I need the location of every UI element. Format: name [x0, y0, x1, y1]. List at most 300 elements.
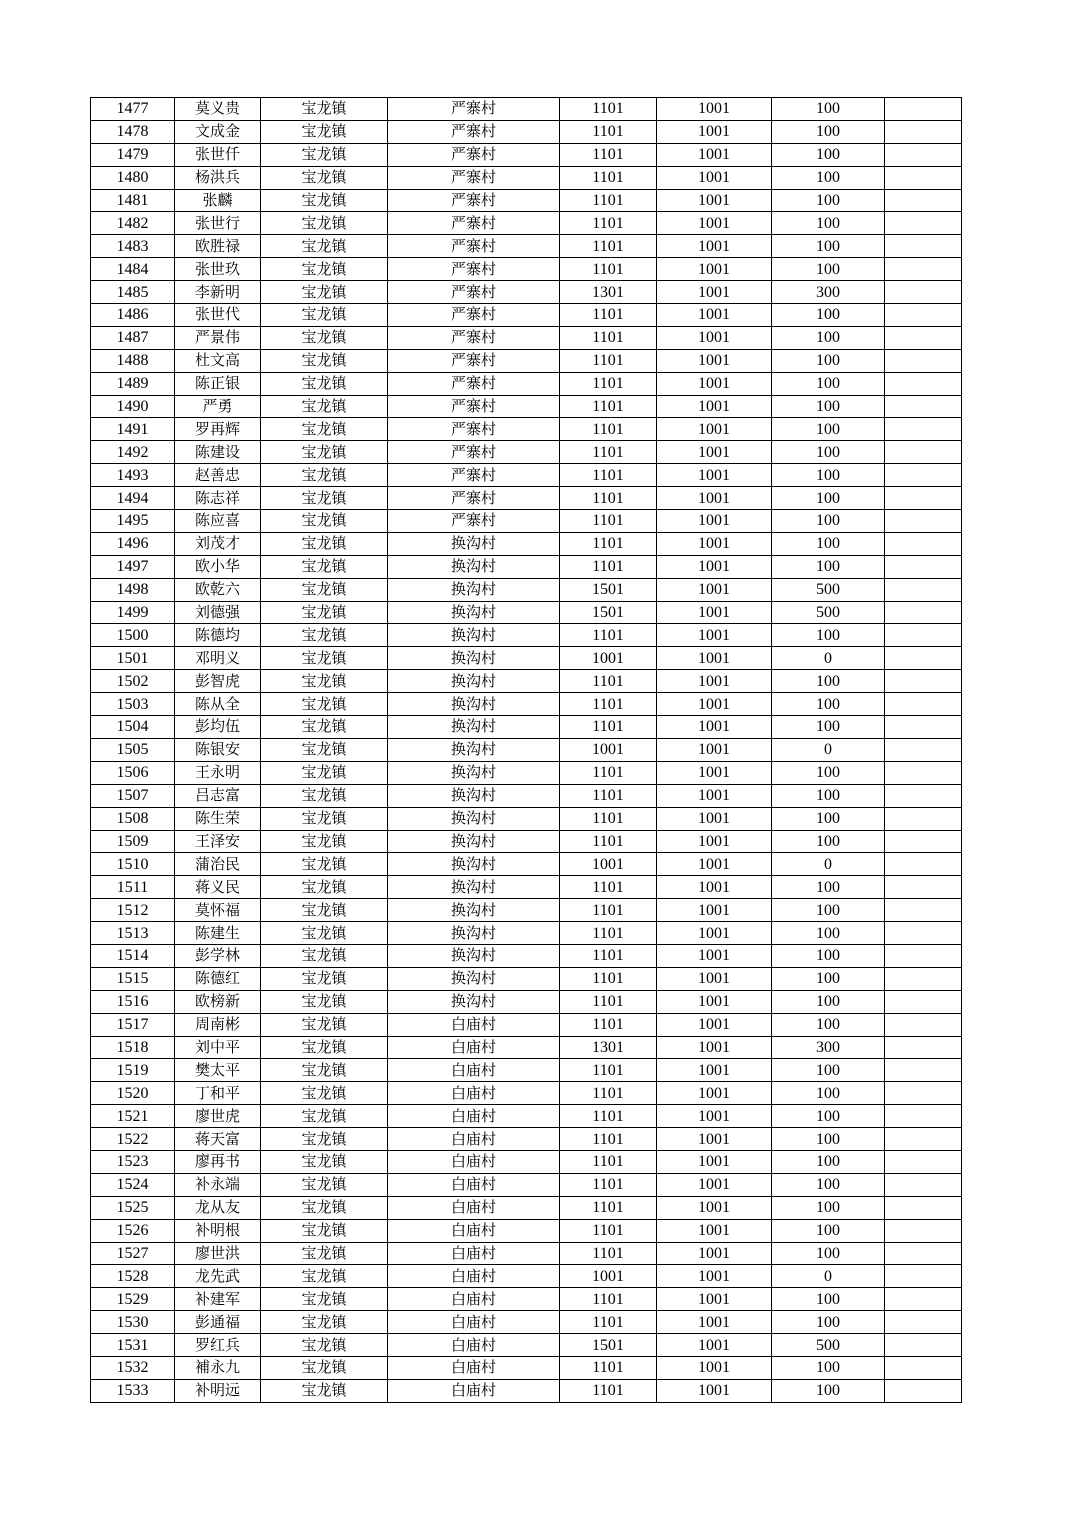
cell-code-b: 1001 — [657, 1288, 772, 1311]
cell-record-number: 1526 — [91, 1219, 175, 1242]
table-row — [91, 1082, 962, 1105]
cell-amount: 100 — [772, 189, 885, 212]
cell-code-b: 1001 — [657, 1128, 772, 1151]
cell-code-a: 1101 — [560, 1288, 657, 1311]
cell-town: 宝龙镇 — [261, 990, 388, 1013]
cell-amount: 100 — [772, 784, 885, 807]
table-row — [91, 510, 962, 533]
cell-person-name: 补明根 — [175, 1219, 261, 1242]
cell-town: 宝龙镇 — [261, 1334, 388, 1357]
cell-village: 严寨村 — [388, 441, 560, 464]
cell-record-number: 1532 — [91, 1356, 175, 1379]
table-row — [91, 1013, 962, 1036]
cell-code-b: 1001 — [657, 807, 772, 830]
cell-person-name: 王泽安 — [175, 830, 261, 853]
cell-amount: 100 — [772, 1196, 885, 1219]
cell-remarks — [885, 967, 962, 990]
cell-village: 白庙村 — [388, 1242, 560, 1265]
cell-village: 白庙村 — [388, 1311, 560, 1334]
cell-town: 宝龙镇 — [261, 304, 388, 327]
cell-code-b: 1001 — [657, 281, 772, 304]
cell-code-a: 1501 — [560, 1334, 657, 1357]
table-row — [91, 716, 962, 739]
cell-town: 宝龙镇 — [261, 922, 388, 945]
table-row — [91, 624, 962, 647]
cell-code-a: 1101 — [560, 899, 657, 922]
cell-remarks — [885, 693, 962, 716]
cell-town: 宝龙镇 — [261, 670, 388, 693]
cell-code-b: 1001 — [657, 853, 772, 876]
cell-code-a: 1101 — [560, 1150, 657, 1173]
cell-record-number: 1518 — [91, 1036, 175, 1059]
cell-person-name: 张世仟 — [175, 143, 261, 166]
table-row — [91, 1173, 962, 1196]
cell-amount: 100 — [772, 1105, 885, 1128]
cell-record-number: 1523 — [91, 1150, 175, 1173]
cell-code-b: 1001 — [657, 1242, 772, 1265]
cell-code-a: 1301 — [560, 1036, 657, 1059]
cell-remarks — [885, 372, 962, 395]
cell-record-number: 1533 — [91, 1379, 175, 1402]
cell-amount: 100 — [772, 395, 885, 418]
table-row — [91, 189, 962, 212]
cell-remarks — [885, 601, 962, 624]
cell-town: 宝龙镇 — [261, 120, 388, 143]
cell-remarks — [885, 1059, 962, 1082]
cell-town: 宝龙镇 — [261, 1379, 388, 1402]
cell-code-a: 1101 — [560, 784, 657, 807]
table-row — [91, 830, 962, 853]
cell-person-name: 罗再辉 — [175, 418, 261, 441]
cell-amount: 100 — [772, 1219, 885, 1242]
cell-record-number: 1482 — [91, 212, 175, 235]
cell-amount: 100 — [772, 990, 885, 1013]
cell-town: 宝龙镇 — [261, 349, 388, 372]
cell-amount: 100 — [772, 693, 885, 716]
cell-person-name: 严景伟 — [175, 326, 261, 349]
table-row — [91, 807, 962, 830]
cell-person-name: 欧小华 — [175, 555, 261, 578]
cell-code-a: 1101 — [560, 830, 657, 853]
cell-amount: 100 — [772, 1173, 885, 1196]
cell-remarks — [885, 670, 962, 693]
cell-village: 白庙村 — [388, 1334, 560, 1357]
cell-village: 白庙村 — [388, 1105, 560, 1128]
table-row — [91, 647, 962, 670]
cell-amount: 100 — [772, 922, 885, 945]
cell-remarks — [885, 944, 962, 967]
cell-code-a: 1101 — [560, 1196, 657, 1219]
cell-remarks — [885, 990, 962, 1013]
cell-amount: 500 — [772, 578, 885, 601]
cell-record-number: 1519 — [91, 1059, 175, 1082]
cell-remarks — [885, 784, 962, 807]
cell-remarks — [885, 510, 962, 533]
cell-village: 白庙村 — [388, 1288, 560, 1311]
cell-village: 严寨村 — [388, 510, 560, 533]
cell-record-number: 1494 — [91, 487, 175, 510]
cell-village: 换沟村 — [388, 967, 560, 990]
cell-code-b: 1001 — [657, 967, 772, 990]
cell-person-name: 陈正银 — [175, 372, 261, 395]
cell-record-number: 1488 — [91, 349, 175, 372]
cell-village: 严寨村 — [388, 120, 560, 143]
cell-amount: 100 — [772, 98, 885, 121]
cell-code-a: 1101 — [560, 326, 657, 349]
cell-record-number: 1516 — [91, 990, 175, 1013]
cell-code-a: 1101 — [560, 235, 657, 258]
cell-remarks — [885, 624, 962, 647]
cell-code-a: 1101 — [560, 1013, 657, 1036]
cell-amount: 100 — [772, 1013, 885, 1036]
cell-village: 白庙村 — [388, 1173, 560, 1196]
cell-town: 宝龙镇 — [261, 761, 388, 784]
cell-remarks — [885, 464, 962, 487]
cell-amount: 100 — [772, 1242, 885, 1265]
cell-record-number: 1527 — [91, 1242, 175, 1265]
cell-code-b: 1001 — [657, 1311, 772, 1334]
cell-person-name: 杨洪兵 — [175, 166, 261, 189]
cell-code-b: 1001 — [657, 1013, 772, 1036]
cell-record-number: 1531 — [91, 1334, 175, 1357]
cell-village: 换沟村 — [388, 647, 560, 670]
cell-town: 宝龙镇 — [261, 830, 388, 853]
cell-code-a: 1101 — [560, 1356, 657, 1379]
cell-village: 严寨村 — [388, 326, 560, 349]
cell-village: 白庙村 — [388, 1265, 560, 1288]
cell-remarks — [885, 304, 962, 327]
cell-code-b: 1001 — [657, 601, 772, 624]
data-table — [90, 97, 962, 1403]
cell-remarks — [885, 1128, 962, 1151]
table-row — [91, 1105, 962, 1128]
cell-amount: 300 — [772, 1036, 885, 1059]
table-row — [91, 578, 962, 601]
cell-town: 宝龙镇 — [261, 807, 388, 830]
cell-village: 白庙村 — [388, 1059, 560, 1082]
cell-remarks — [885, 418, 962, 441]
cell-code-b: 1001 — [657, 1356, 772, 1379]
cell-village: 白庙村 — [388, 1013, 560, 1036]
cell-town: 宝龙镇 — [261, 258, 388, 281]
cell-village: 严寨村 — [388, 258, 560, 281]
cell-town: 宝龙镇 — [261, 281, 388, 304]
table-row — [91, 967, 962, 990]
cell-town: 宝龙镇 — [261, 1288, 388, 1311]
cell-remarks — [885, 1334, 962, 1357]
cell-code-a: 1101 — [560, 716, 657, 739]
cell-person-name: 蒋义民 — [175, 876, 261, 899]
table-row — [91, 601, 962, 624]
cell-amount: 100 — [772, 166, 885, 189]
cell-record-number: 1509 — [91, 830, 175, 853]
table-row — [91, 487, 962, 510]
cell-record-number: 1515 — [91, 967, 175, 990]
cell-village: 严寨村 — [388, 304, 560, 327]
cell-person-name: 彭智虎 — [175, 670, 261, 693]
cell-amount: 100 — [772, 830, 885, 853]
cell-amount: 100 — [772, 349, 885, 372]
cell-code-a: 1101 — [560, 922, 657, 945]
cell-record-number: 1501 — [91, 647, 175, 670]
table-row — [91, 693, 962, 716]
cell-code-a: 1001 — [560, 647, 657, 670]
cell-record-number: 1530 — [91, 1311, 175, 1334]
cell-remarks — [885, 1219, 962, 1242]
cell-record-number: 1514 — [91, 944, 175, 967]
cell-town: 宝龙镇 — [261, 372, 388, 395]
cell-town: 宝龙镇 — [261, 876, 388, 899]
cell-town: 宝龙镇 — [261, 1356, 388, 1379]
cell-code-b: 1001 — [657, 944, 772, 967]
cell-town: 宝龙镇 — [261, 464, 388, 487]
table-row — [91, 98, 962, 121]
cell-amount: 100 — [772, 235, 885, 258]
table-row — [91, 326, 962, 349]
cell-code-a: 1101 — [560, 1082, 657, 1105]
cell-amount: 100 — [772, 1356, 885, 1379]
table-row — [91, 1288, 962, 1311]
cell-code-a: 1001 — [560, 853, 657, 876]
cell-village: 白庙村 — [388, 1150, 560, 1173]
cell-person-name: 莫怀福 — [175, 899, 261, 922]
cell-person-name: 欧胜禄 — [175, 235, 261, 258]
cell-person-name: 補永九 — [175, 1356, 261, 1379]
cell-code-a: 1101 — [560, 1379, 657, 1402]
cell-record-number: 1495 — [91, 510, 175, 533]
cell-village: 严寨村 — [388, 235, 560, 258]
cell-town: 宝龙镇 — [261, 647, 388, 670]
cell-town: 宝龙镇 — [261, 1173, 388, 1196]
cell-amount: 100 — [772, 532, 885, 555]
cell-code-b: 1001 — [657, 1196, 772, 1219]
cell-code-b: 1001 — [657, 510, 772, 533]
cell-amount: 100 — [772, 464, 885, 487]
cell-code-b: 1001 — [657, 235, 772, 258]
cell-amount: 0 — [772, 853, 885, 876]
cell-person-name: 补永端 — [175, 1173, 261, 1196]
cell-record-number: 1478 — [91, 120, 175, 143]
cell-code-b: 1001 — [657, 464, 772, 487]
cell-town: 宝龙镇 — [261, 578, 388, 601]
cell-amount: 100 — [772, 1059, 885, 1082]
cell-town: 宝龙镇 — [261, 510, 388, 533]
cell-record-number: 1511 — [91, 876, 175, 899]
cell-record-number: 1508 — [91, 807, 175, 830]
cell-person-name: 欧乾六 — [175, 578, 261, 601]
cell-person-name: 文成金 — [175, 120, 261, 143]
cell-town: 宝龙镇 — [261, 738, 388, 761]
cell-town: 宝龙镇 — [261, 967, 388, 990]
cell-code-a: 1101 — [560, 143, 657, 166]
cell-code-b: 1001 — [657, 1059, 772, 1082]
cell-amount: 500 — [772, 601, 885, 624]
cell-amount: 100 — [772, 944, 885, 967]
cell-remarks — [885, 1288, 962, 1311]
cell-person-name: 陈从全 — [175, 693, 261, 716]
cell-town: 宝龙镇 — [261, 944, 388, 967]
cell-record-number: 1479 — [91, 143, 175, 166]
cell-code-a: 1101 — [560, 98, 657, 121]
cell-person-name: 陈生荣 — [175, 807, 261, 830]
cell-remarks — [885, 281, 962, 304]
cell-record-number: 1484 — [91, 258, 175, 281]
cell-person-name: 刘茂才 — [175, 532, 261, 555]
cell-code-b: 1001 — [657, 304, 772, 327]
table-row — [91, 235, 962, 258]
cell-person-name: 罗红兵 — [175, 1334, 261, 1357]
cell-remarks — [885, 349, 962, 372]
cell-record-number: 1510 — [91, 853, 175, 876]
cell-amount: 100 — [772, 143, 885, 166]
cell-code-b: 1001 — [657, 1334, 772, 1357]
cell-record-number: 1517 — [91, 1013, 175, 1036]
cell-town: 宝龙镇 — [261, 98, 388, 121]
cell-record-number: 1485 — [91, 281, 175, 304]
cell-village: 换沟村 — [388, 807, 560, 830]
cell-person-name: 李新明 — [175, 281, 261, 304]
cell-town: 宝龙镇 — [261, 1242, 388, 1265]
table-row — [91, 1036, 962, 1059]
cell-code-a: 1101 — [560, 212, 657, 235]
cell-code-a: 1101 — [560, 761, 657, 784]
cell-village: 严寨村 — [388, 349, 560, 372]
table-row — [91, 1150, 962, 1173]
cell-amount: 100 — [772, 1082, 885, 1105]
cell-remarks — [885, 876, 962, 899]
cell-amount: 100 — [772, 670, 885, 693]
cell-code-a: 1101 — [560, 624, 657, 647]
cell-code-b: 1001 — [657, 647, 772, 670]
table-row — [91, 555, 962, 578]
cell-person-name: 赵善忠 — [175, 464, 261, 487]
table-row — [91, 761, 962, 784]
cell-record-number: 1492 — [91, 441, 175, 464]
table-row — [91, 1265, 962, 1288]
cell-code-a: 1501 — [560, 601, 657, 624]
cell-remarks — [885, 1356, 962, 1379]
table-row — [91, 922, 962, 945]
cell-amount: 100 — [772, 1150, 885, 1173]
cell-amount: 100 — [772, 899, 885, 922]
cell-remarks — [885, 1196, 962, 1219]
cell-remarks — [885, 1105, 962, 1128]
cell-code-b: 1001 — [657, 143, 772, 166]
cell-village: 换沟村 — [388, 601, 560, 624]
cell-amount: 0 — [772, 647, 885, 670]
cell-code-b: 1001 — [657, 555, 772, 578]
cell-code-a: 1101 — [560, 1242, 657, 1265]
table-row — [91, 876, 962, 899]
cell-remarks — [885, 647, 962, 670]
cell-person-name: 廖世虎 — [175, 1105, 261, 1128]
cell-remarks — [885, 1242, 962, 1265]
cell-person-name: 龙先武 — [175, 1265, 261, 1288]
cell-remarks — [885, 830, 962, 853]
cell-code-b: 1001 — [657, 395, 772, 418]
cell-record-number: 1529 — [91, 1288, 175, 1311]
cell-town: 宝龙镇 — [261, 1036, 388, 1059]
table-row — [91, 1219, 962, 1242]
cell-remarks — [885, 1311, 962, 1334]
cell-record-number: 1513 — [91, 922, 175, 945]
table-row — [91, 1196, 962, 1219]
cell-town: 宝龙镇 — [261, 853, 388, 876]
cell-remarks — [885, 555, 962, 578]
cell-village: 换沟村 — [388, 944, 560, 967]
table-row — [91, 1356, 962, 1379]
cell-record-number: 1493 — [91, 464, 175, 487]
cell-code-b: 1001 — [657, 830, 772, 853]
table-row — [91, 532, 962, 555]
cell-code-b: 1001 — [657, 693, 772, 716]
table-row — [91, 258, 962, 281]
table-row — [91, 670, 962, 693]
cell-village: 换沟村 — [388, 693, 560, 716]
table-row — [91, 418, 962, 441]
cell-code-a: 1101 — [560, 464, 657, 487]
cell-amount: 100 — [772, 258, 885, 281]
cell-village: 严寨村 — [388, 166, 560, 189]
table-row — [91, 1311, 962, 1334]
cell-code-a: 1101 — [560, 166, 657, 189]
cell-person-name: 陈德均 — [175, 624, 261, 647]
cell-code-b: 1001 — [657, 876, 772, 899]
cell-remarks — [885, 853, 962, 876]
cell-person-name: 廖世洪 — [175, 1242, 261, 1265]
cell-code-a: 1101 — [560, 944, 657, 967]
cell-code-a: 1001 — [560, 1265, 657, 1288]
cell-village: 严寨村 — [388, 487, 560, 510]
cell-code-b: 1001 — [657, 418, 772, 441]
cell-person-name: 周南彬 — [175, 1013, 261, 1036]
cell-remarks — [885, 532, 962, 555]
cell-remarks — [885, 166, 962, 189]
cell-code-b: 1001 — [657, 189, 772, 212]
cell-person-name: 张麟 — [175, 189, 261, 212]
cell-person-name: 丁和平 — [175, 1082, 261, 1105]
cell-amount: 100 — [772, 304, 885, 327]
cell-person-name: 彭均伍 — [175, 716, 261, 739]
cell-town: 宝龙镇 — [261, 532, 388, 555]
cell-code-a: 1101 — [560, 807, 657, 830]
table-row — [91, 944, 962, 967]
cell-remarks — [885, 1036, 962, 1059]
cell-remarks — [885, 1173, 962, 1196]
cell-person-name: 陈建设 — [175, 441, 261, 464]
cell-code-a: 1101 — [560, 441, 657, 464]
cell-village: 严寨村 — [388, 281, 560, 304]
cell-village: 换沟村 — [388, 761, 560, 784]
cell-record-number: 1483 — [91, 235, 175, 258]
cell-village: 严寨村 — [388, 372, 560, 395]
cell-town: 宝龙镇 — [261, 693, 388, 716]
cell-code-a: 1301 — [560, 281, 657, 304]
cell-amount: 100 — [772, 967, 885, 990]
cell-village: 换沟村 — [388, 784, 560, 807]
cell-code-b: 1001 — [657, 670, 772, 693]
cell-code-a: 1101 — [560, 120, 657, 143]
cell-code-b: 1001 — [657, 990, 772, 1013]
table-row — [91, 120, 962, 143]
cell-person-name: 陈银安 — [175, 738, 261, 761]
cell-village: 白庙村 — [388, 1128, 560, 1151]
cell-code-b: 1001 — [657, 441, 772, 464]
cell-person-name: 刘中平 — [175, 1036, 261, 1059]
cell-code-b: 1001 — [657, 1105, 772, 1128]
cell-village: 白庙村 — [388, 1219, 560, 1242]
cell-code-a: 1001 — [560, 738, 657, 761]
